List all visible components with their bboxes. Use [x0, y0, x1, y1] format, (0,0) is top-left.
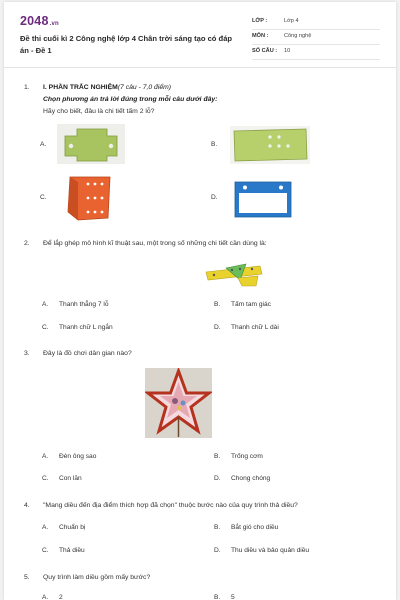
- option-b-text[interactable]: Bắt gió cho diều: [231, 524, 279, 531]
- option-b-text[interactable]: Tấm tam giác: [231, 301, 271, 308]
- option-b-letter[interactable]: B.: [214, 301, 221, 308]
- question-text: "Mang diều đến địa điểm thích hợp đã chọn" thuộc bước nào của quy trình thả diều?: [43, 502, 298, 509]
- site-logo[interactable]: [20, 14, 59, 28]
- option-a-letter[interactable]: A.: [42, 453, 49, 460]
- option-b-text[interactable]: 5: [231, 594, 235, 600]
- question-number: 4.: [24, 502, 30, 509]
- option-c-text[interactable]: Con lăn: [59, 475, 82, 482]
- option-b-letter[interactable]: B.: [214, 594, 221, 600]
- meta-subject-row: [252, 31, 380, 45]
- option-a-text[interactable]: Thanh thẳng 7 lỗ: [59, 301, 109, 308]
- question-number: 1.: [24, 84, 30, 91]
- frame-plate-image[interactable]: [233, 179, 293, 221]
- question-number: 3.: [24, 350, 30, 357]
- option-c-text[interactable]: Thanh chữ L ngắn: [59, 324, 113, 331]
- meta-count-row: [252, 46, 380, 60]
- meta-count-label: SỐ CÂU :: [252, 48, 278, 54]
- option-b-letter[interactable]: B.: [211, 141, 218, 148]
- l-shaped-plate-image[interactable]: [64, 174, 114, 222]
- option-d-text[interactable]: Thu diều và bảo quản diều: [231, 547, 310, 554]
- option-c-text[interactable]: Thả diều: [59, 547, 85, 554]
- meta-count-value: 10: [284, 48, 291, 54]
- option-d-letter[interactable]: D.: [211, 194, 218, 201]
- meta-grade-label: LỚP :: [252, 18, 268, 24]
- section-title: I. PHẦN TRẮC NGHIỆM: [43, 84, 118, 91]
- option-c-letter[interactable]: C.: [42, 324, 49, 331]
- question-text: Hãy cho biết, đâu là chi tiết tấm 2 lỗ?: [43, 108, 155, 115]
- section-heading: [43, 84, 171, 91]
- section-instruction: Chọn phương án trả lời đúng trong mỗi câu dưới đây:: [43, 96, 218, 103]
- section-subtitle: (7 câu - 7,0 điểm): [117, 84, 172, 91]
- exam-page: [4, 2, 396, 600]
- meta-grade-row: [252, 16, 380, 30]
- option-d-text[interactable]: Thanh chữ L dài: [231, 324, 279, 331]
- question-text: Quy trình làm diều gồm mấy bước?: [43, 574, 151, 581]
- assembly-model-image: [202, 258, 268, 290]
- exam-title: Đề thi cuối kì 2 Công nghệ lớp 4 Chân trời sáng tạo có đáp án - Đề 1: [20, 34, 233, 55]
- option-a-letter[interactable]: A.: [42, 301, 49, 308]
- question-number: 2.: [24, 240, 30, 247]
- meta-subject-value: Công nghệ: [284, 33, 312, 39]
- question-text: Để lắp ghép mô hình kĩ thuật sau, một trong số những chi tiết cần dùng là:: [43, 240, 267, 247]
- option-d-text[interactable]: Chong chóng: [231, 475, 271, 482]
- option-a-text[interactable]: 2: [59, 594, 63, 600]
- logo-text: 2048: [20, 14, 49, 28]
- option-b-letter[interactable]: B.: [214, 524, 221, 531]
- option-c-letter[interactable]: C.: [42, 475, 49, 482]
- option-d-letter[interactable]: D.: [214, 547, 221, 554]
- option-b-text[interactable]: Trống cơm: [231, 453, 263, 460]
- option-a-letter[interactable]: A.: [40, 141, 47, 148]
- option-a-text[interactable]: Chuẩn bị: [59, 524, 86, 531]
- option-c-letter[interactable]: C.: [40, 194, 47, 201]
- question-text: Đây là đồ chơi dân gian nào?: [43, 350, 132, 357]
- option-a-text[interactable]: Đèn ông sao: [59, 453, 97, 460]
- page-header: [4, 2, 396, 68]
- meta-subject-label: MÔN :: [252, 33, 269, 39]
- option-d-letter[interactable]: D.: [214, 324, 221, 331]
- perforated-plate-image[interactable]: [230, 126, 310, 164]
- question-number: 5.: [24, 574, 30, 581]
- option-d-letter[interactable]: D.: [214, 475, 221, 482]
- star-lantern-image: [145, 368, 212, 438]
- option-a-letter[interactable]: A.: [42, 594, 49, 600]
- logo-tld: .vn: [49, 21, 59, 27]
- two-hole-plate-image[interactable]: [57, 124, 125, 164]
- option-b-letter[interactable]: B.: [214, 453, 221, 460]
- meta-grade-value: Lớp 4: [284, 18, 299, 24]
- option-a-letter[interactable]: A.: [42, 524, 49, 531]
- option-c-letter[interactable]: C.: [42, 547, 49, 554]
